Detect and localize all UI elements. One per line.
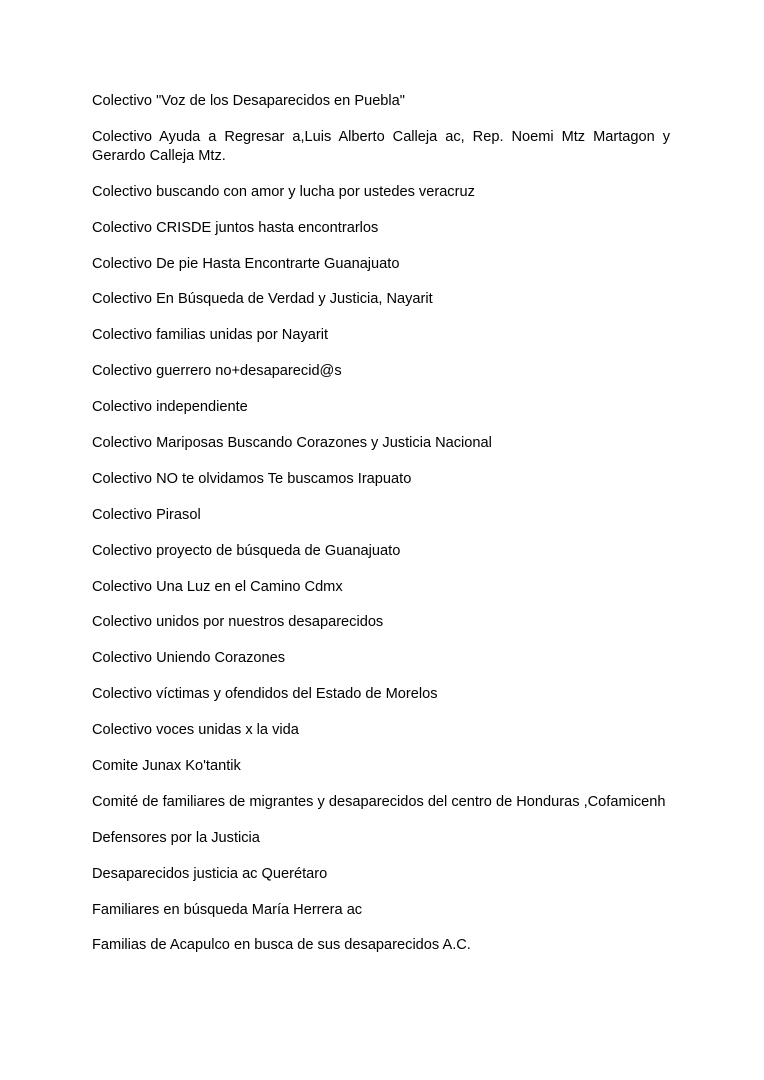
list-item: Colectivo En Búsqueda de Verdad y Justicia, Nayarit [92,291,433,308]
list-item: Colectivo independiente [92,399,248,416]
list-item: Colectivo De pie Hasta Encontrarte Guanajuato [92,255,400,272]
list-item: Colectivo Uniendo Corazones [92,650,286,667]
list-item: Colectivo guerrero no+desaparecid@s [92,363,342,380]
list-item: Familiares en búsqueda María Herrera ac [92,901,363,918]
list-item: Colectivo víctimas y ofendidos del Estado de Morelos [92,686,438,703]
list-item: Colectivo familias unidas por Nayarit [92,327,329,344]
list-item: Comite Junax Ko'tantik [92,758,241,775]
list-item: Colectivo CRISDE juntos hasta encontrarlos [92,219,379,236]
organization-list [92,92,670,972]
list-item: Colectivo NO te olvidamos Te buscamos Irapuato [92,470,412,487]
list-item: Colectivo buscando con amor y lucha por ustedes veracruz [92,183,475,200]
list-item: Colectivo "Voz de los Desaparecidos en Puebla" [92,93,405,109]
list-item: Colectivo proyecto de búsqueda de Guanajuato [92,542,401,559]
list-item: Colectivo Una Luz en el Camino Cdmx [92,578,343,595]
list-item: Comité de familiares de migrantes y desaparecidos del centro de Honduras ,Cofamicenh [92,793,666,810]
list-item: Desaparecidos justicia ac Querétaro [92,865,328,882]
list-item: Colectivo Pirasol [92,506,201,523]
list-item: Familias de Acapulco en busca de sus desaparecidos A.C. [92,937,471,954]
list-item: Colectivo voces unidas x la vida [92,722,299,739]
list-item: Colectivo unidos por nuestros desaparecidos [92,614,384,631]
list-item: Colectivo Mariposas Buscando Corazones y Justicia Nacional [92,435,492,452]
list-item: Defensores por la Justicia [92,829,260,846]
list-item: Colectivo Ayuda a Regresar a,Luis Alberto Calleja ac, Rep. Noemi Mtz Martagon y Gerardo Calleja Mtz. [92,128,670,164]
